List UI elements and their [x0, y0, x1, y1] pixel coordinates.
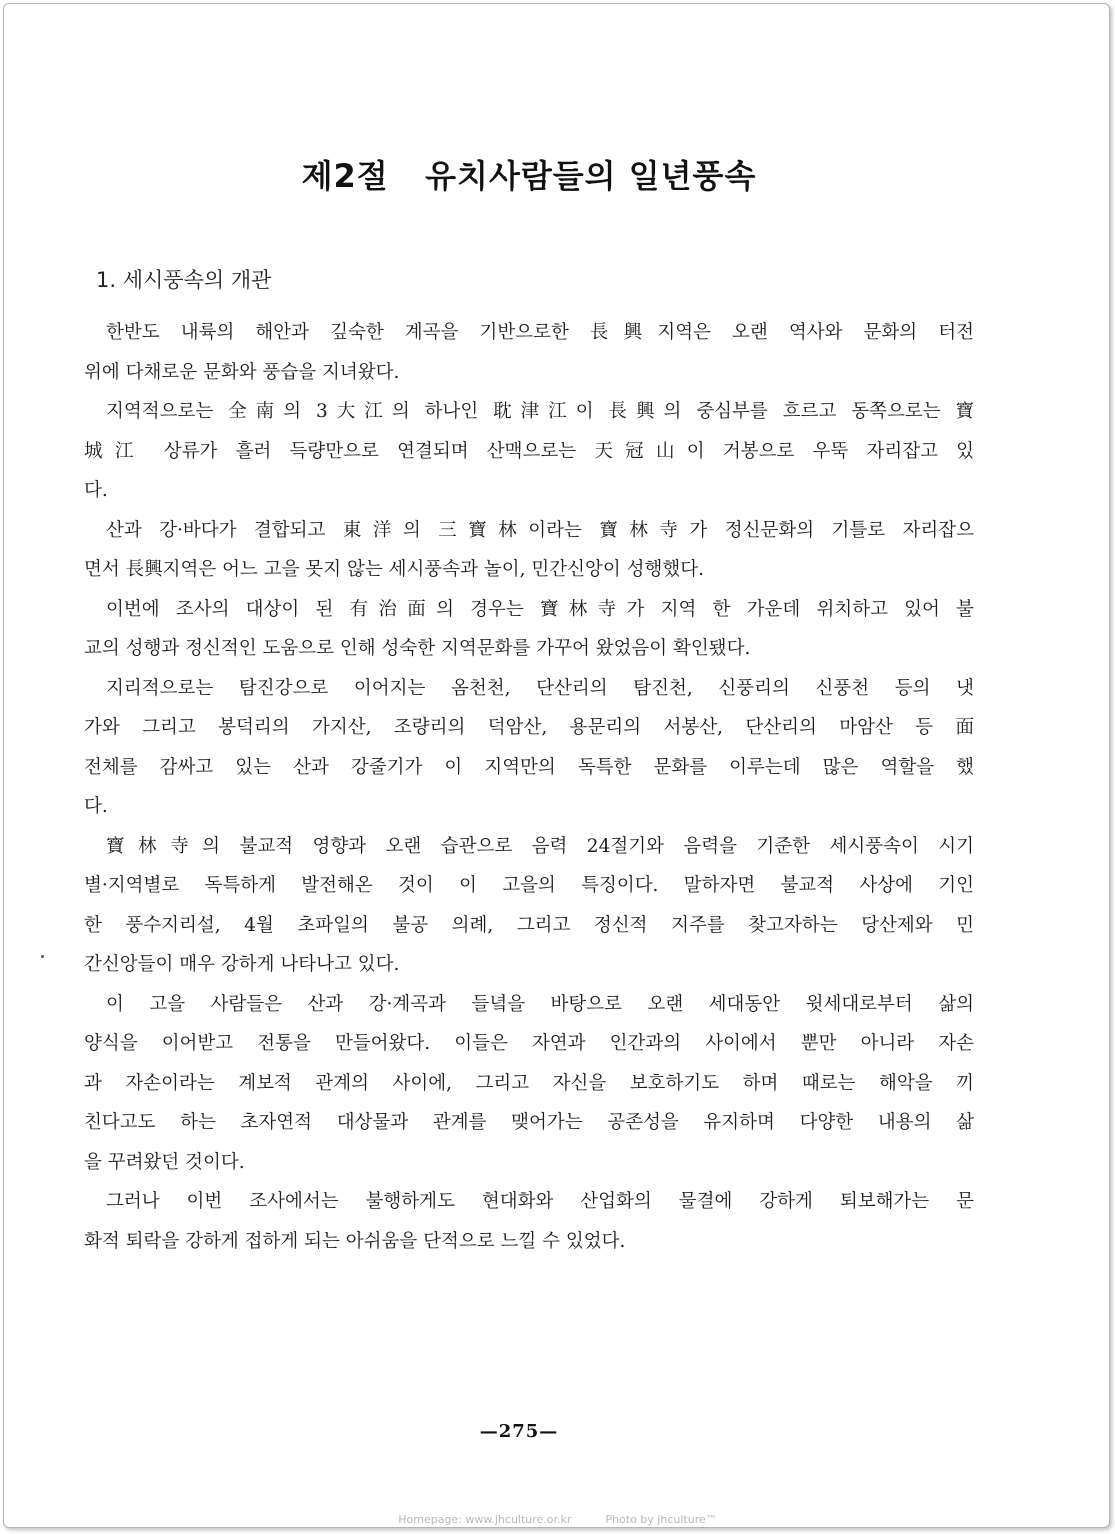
line-text: 전체를 감싸고 있는 산과 강줄기가 이 지역만의 독특한 문화를 이루는데 많은 역할을 했 [84, 756, 974, 778]
paragraph-line [84, 590, 974, 630]
paragraph-line [84, 392, 974, 432]
section-heading: 1. 세시풍속의 개관 [96, 268, 272, 292]
line-text: 을 꾸려왔던 것이다. [84, 1151, 245, 1173]
paragraph-line [84, 432, 974, 472]
paragraph-line [84, 669, 974, 709]
paragraph-line [84, 629, 974, 669]
paragraph-line [84, 985, 974, 1025]
page-number: —275— [479, 1421, 559, 1442]
paragraph-line [84, 471, 974, 511]
line-text: 간신앙들이 매우 강하게 나타나고 있다. [84, 954, 400, 975]
paragraph-line [84, 1143, 974, 1183]
line-text: 다. [84, 796, 108, 817]
paragraph-line [84, 787, 974, 827]
paragraph-line [84, 748, 974, 788]
paragraph-line [84, 708, 974, 748]
paragraph-line [84, 1222, 974, 1262]
line-text: 위에 다채로운 문화와 풍습을 지녀왔다. [84, 361, 400, 383]
line-text: 城江 상류가 흘러 득량만으로 연결되며 산맥으로는 天冠山이 거봉으로 우뚝 자리잡고 있 [84, 440, 974, 462]
line-text: 이 고을 사람들은 산과 강·계곡과 들녘을 바탕으로 오랜 세대동안 윗세대로부터 삶의 [106, 993, 974, 1015]
line-text: 교의 성행과 정신적인 도움으로 인해 성숙한 지역문화를 가꾸어 왔었음이 확인됐다. [84, 638, 751, 659]
paragraph-line [84, 353, 974, 393]
line-text: 한반도 내륙의 해안과 깊숙한 계곡을 기반으로한 長興지역은 오랜 역사와 문화의 터전 [106, 322, 974, 343]
paragraph-line [84, 866, 974, 906]
footer [0, 1513, 1115, 1526]
line-text: 그러나 이번 조사에서는 불행하게도 현대화와 산업화의 물결에 강하게 퇴보해가는 문 [106, 1191, 974, 1212]
line-text: 과 자손이라는 계보적 관계의 사이에, 그리고 자신을 보호하기도 하며 때로는 해악을 끼 [84, 1072, 974, 1094]
paragraph-line [84, 906, 974, 946]
line-text: 가와 그리고 봉덕리의 가지산, 조량리의 덕암산, 용문리의 서봉산, 단산리의 마암산 등 面 [84, 717, 974, 738]
line-text: 한 풍수지리설, 4월 초파일의 불공 의례, 그리고 정신적 지주를 찾고자하는 당산제와 민 [84, 914, 974, 936]
paragraph-line [84, 1182, 974, 1222]
scan-speck [41, 955, 44, 958]
line-text: 면서 長興지역은 어느 고을 못지 않는 세시풍속과 놀이, 민간신앙이 성행했다. [84, 559, 704, 580]
footer-homepage: Homepage: www.jhculture.or.kr [398, 1513, 572, 1526]
paragraph-line [84, 511, 974, 551]
paragraph-line [84, 1103, 974, 1143]
line-text: 화적 퇴락을 강하게 접하게 되는 아쉬움을 단적으로 느낄 수 있었다. [84, 1230, 626, 1252]
line-text: 지역적으로는 全南의 3大江의 하나인 耽津江이 長興의 중심부를 흐르고 동쪽으로는 寶 [106, 401, 974, 422]
page-title: 제2절 유치사람들의 일년풍속 [301, 157, 757, 195]
paragraph-line [84, 1024, 974, 1064]
paragraph-line [84, 945, 974, 985]
line-text: 다. [84, 480, 108, 501]
line-text: 양식을 이어받고 전통을 만들어왔다. 이들은 자연과 인간과의 사이에서 뿐만 아니라 자손 [84, 1033, 974, 1054]
line-text: 친다고도 하는 초자연적 대상물과 관계를 맺어가는 공존성을 유지하며 다양한 내용의 삶 [84, 1112, 974, 1133]
paragraph-line [84, 313, 974, 353]
paragraph-line [84, 550, 974, 590]
line-text: 이번에 조사의 대상이 된 有治面의 경우는 寶林寺가 지역 한 가운데 위치하고 있어 불 [106, 598, 974, 620]
line-text: 별·지역별로 독특하게 발전해온 것이 이 고을의 특징이다. 말하자면 불교적 사상에 기인 [84, 875, 974, 896]
line-text: 寶林寺의 불교적 영향과 오랜 습관으로 음력 24절기와 음력을 기준한 세시풍속이 시기 [106, 835, 974, 857]
paragraph-line [84, 1064, 974, 1104]
body-text [84, 313, 974, 1261]
page-frame [3, 3, 1110, 1528]
line-text: 산과 강·바다가 결합되고 東洋의 三寶林이라는 寶林寺가 정신문화의 기틀로 자리잡으 [106, 519, 974, 541]
line-text: 지리적으로는 탐진강으로 이어지는 옴천천, 단산리의 탐진천, 신풍리의 신풍천 등의 냇 [106, 677, 974, 699]
paragraph-line [84, 827, 974, 867]
footer-photo-credit: Photo by jhculture™ [605, 1513, 717, 1526]
